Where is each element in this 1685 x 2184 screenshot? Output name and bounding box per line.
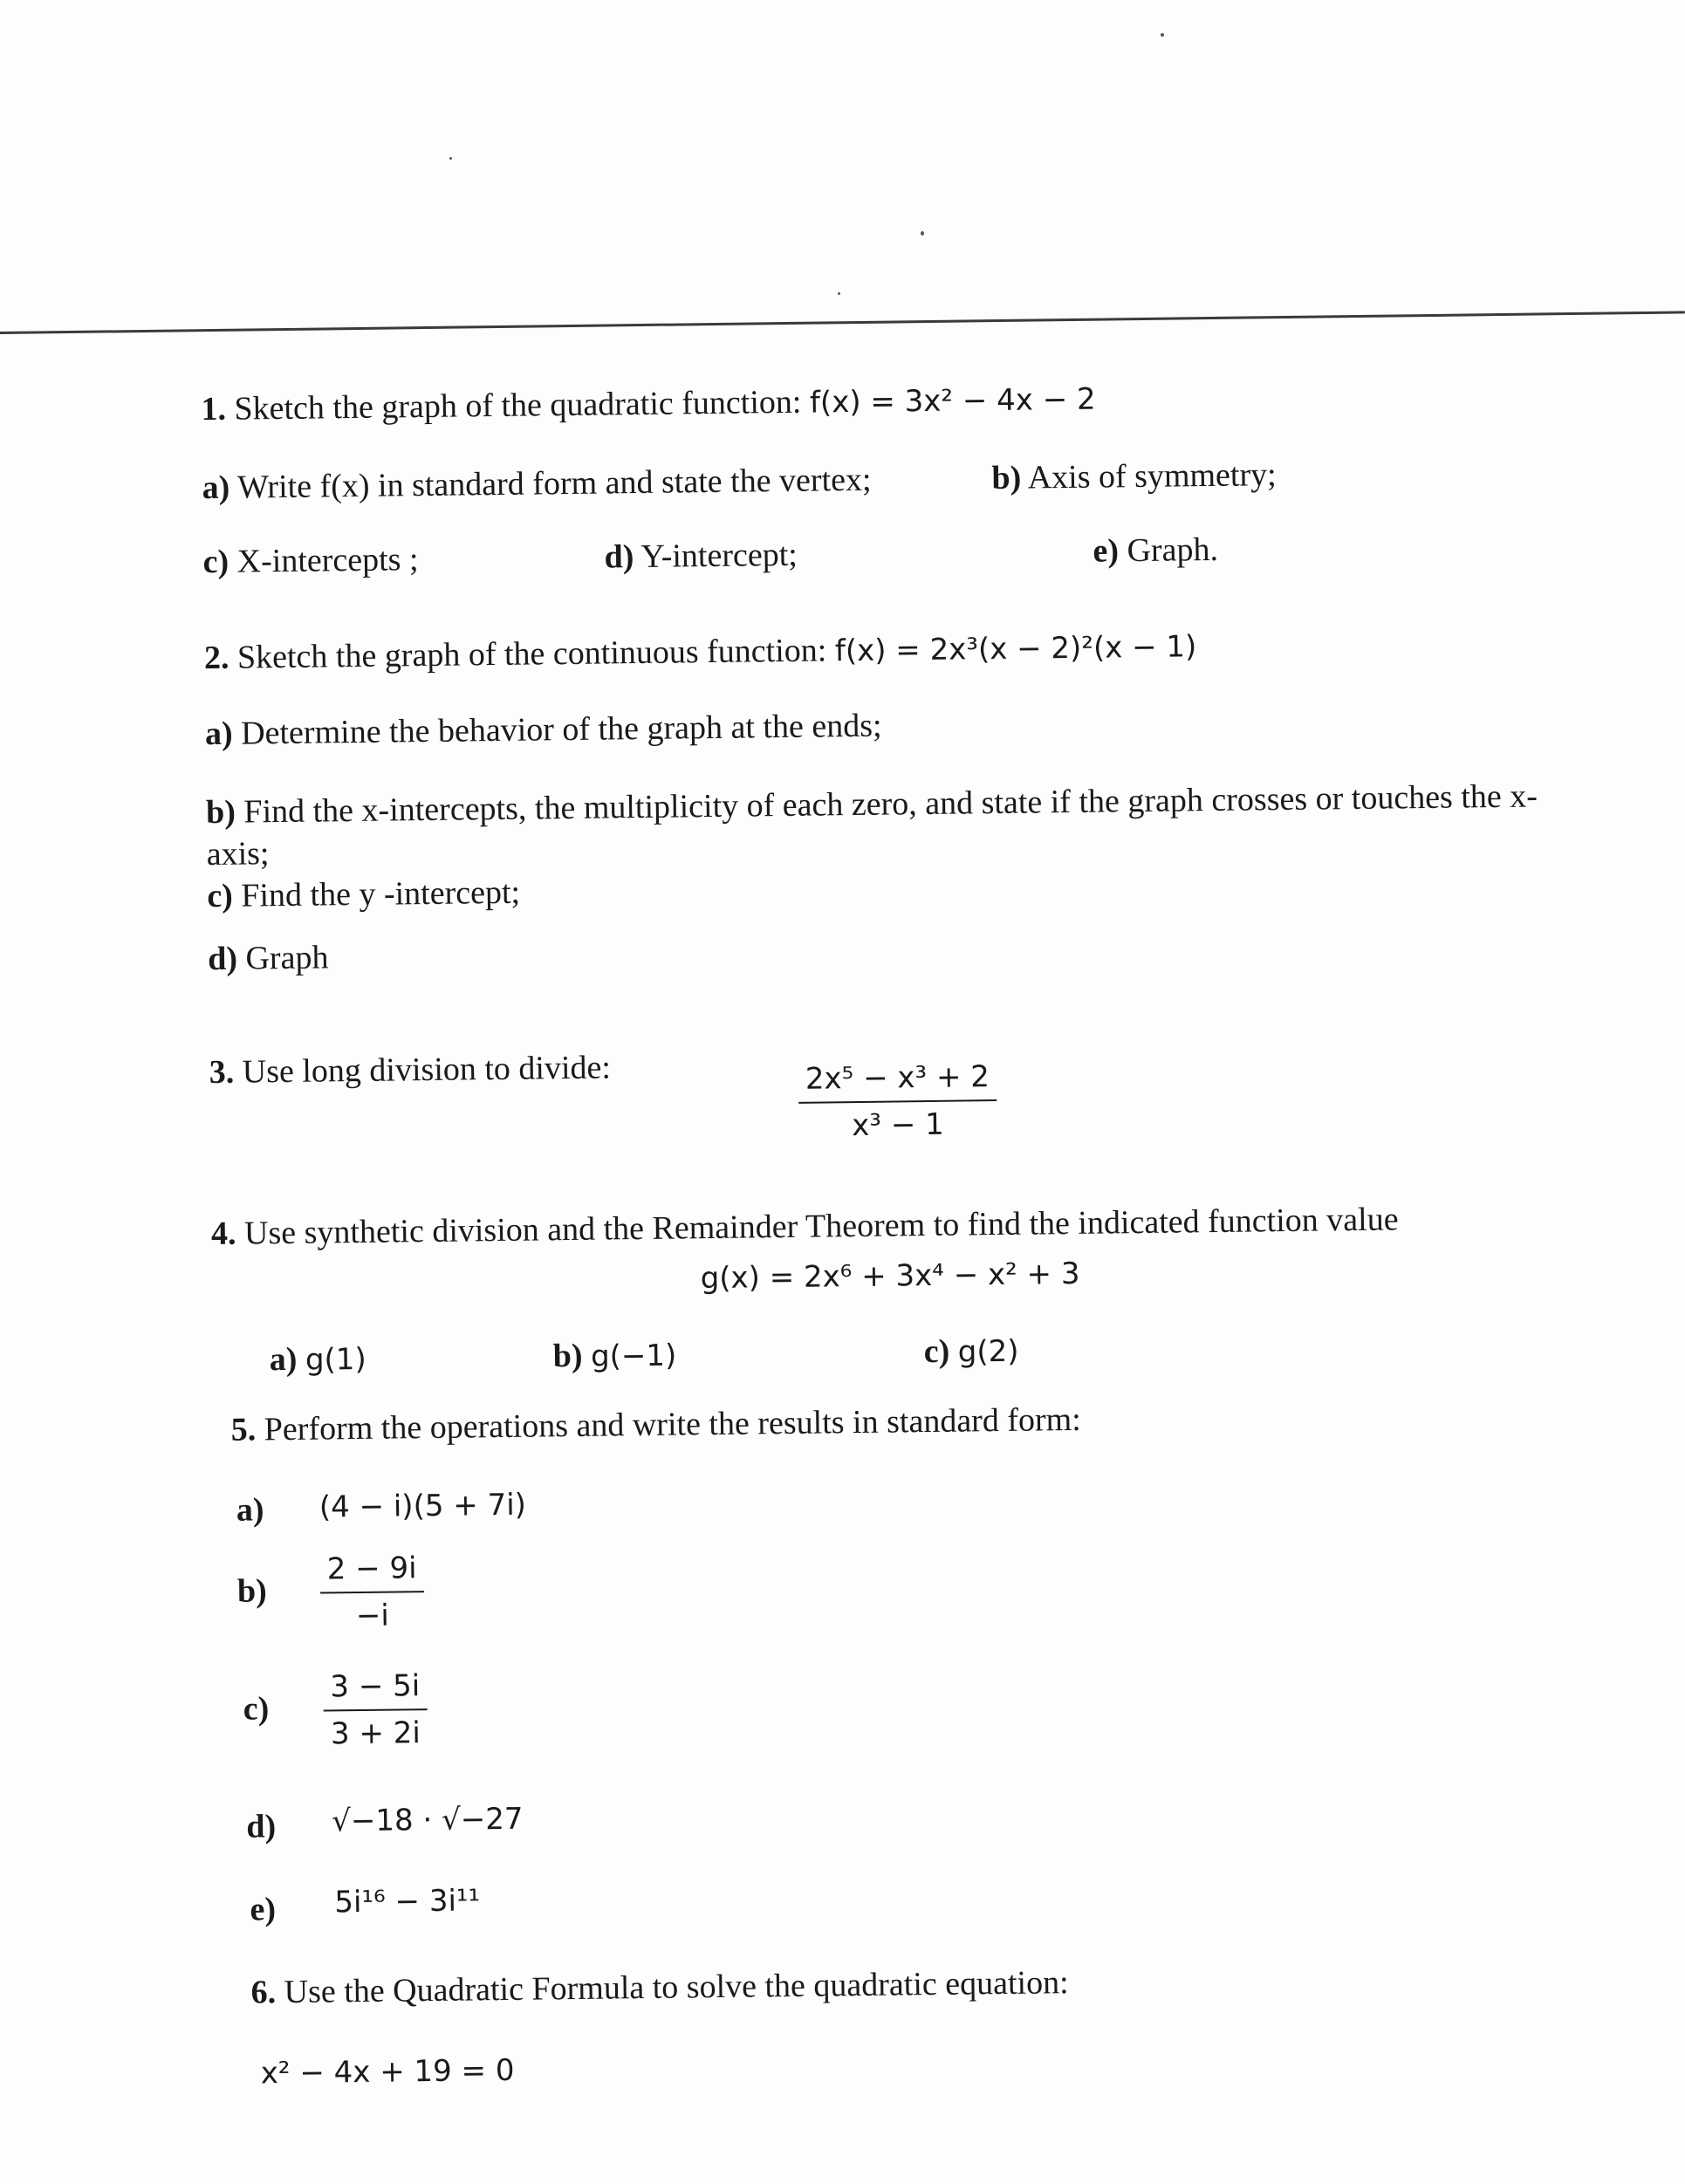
q5-b-denominator: −i [355, 1598, 390, 1634]
q2-part-b [205, 777, 1538, 832]
q5-c-label: c) [243, 1690, 270, 1728]
q5-prompt [230, 1400, 1081, 1448]
q2-a-label: a) [204, 715, 233, 753]
q4-c-label: c) [923, 1332, 950, 1371]
q6-text: Use the Quadratic Formula to solve the quadratic equation: [284, 1964, 1069, 2011]
q6-prompt [250, 1966, 1068, 2009]
q4-a-expr: g(1) [305, 1341, 366, 1378]
q3-numerator: 2x⁵ − x³ + 2 [798, 1059, 997, 1104]
q2-part-d [208, 941, 329, 976]
q2-part-c [207, 873, 521, 915]
q4-part-b [553, 1338, 677, 1373]
q5-c-numerator: 3 − 5i [323, 1668, 427, 1711]
q5-c-fraction [323, 1668, 428, 1751]
q5-d-expr: √−18 · √−27 [332, 1801, 524, 1839]
q2-part-b-continued: axis; [206, 835, 270, 873]
q1-part-a [202, 461, 872, 507]
q5-b-label: b) [236, 1572, 268, 1610]
q2-function: f(x) = 2x³(x − 2)²(x − 1) [834, 629, 1197, 669]
q4-part-c [923, 1332, 1019, 1371]
q4-prompt [210, 1201, 1399, 1253]
q3-prompt [209, 1049, 612, 1092]
q1-part-d [604, 538, 798, 574]
q1-part-c [202, 543, 418, 579]
q2-b-text: Find the x-intercepts, the multiplicity of each zero, and state if the graph crosses or touches the x- [243, 777, 1538, 831]
q2-part-a [204, 707, 882, 753]
q2-c-text: Find the y -intercept; [241, 873, 521, 914]
q1-c-text: X-intercepts ; [236, 541, 419, 580]
q5-b-numerator: 2 − 9i [319, 1551, 423, 1593]
q6-number: 6. [250, 1974, 277, 2011]
q2-number: 2. [203, 639, 229, 677]
q1-c-label: c) [202, 543, 229, 581]
q2-text: Sketch the graph of the continuous function: [236, 632, 827, 676]
q4-text: Use synthetic division and the Remainder Theorem to find the indicated function value [243, 1201, 1399, 1252]
q5-e-label: e) [250, 1891, 277, 1928]
q4-part-a [269, 1340, 366, 1379]
q5-a-expr: (4 − i)(5 + 7i) [319, 1487, 527, 1525]
q5-d-label: d) [246, 1808, 277, 1845]
q1-e-text: Graph. [1127, 531, 1219, 570]
q1-part-b [991, 458, 1277, 495]
q4-b-expr: g(−1) [590, 1338, 677, 1374]
q1-a-label: a) [202, 469, 230, 507]
q6-equation: x² − 4x + 19 = 0 [260, 2052, 515, 2092]
q3-fraction [798, 1059, 997, 1144]
q3-number: 3. [209, 1053, 235, 1092]
q2-c-label: c) [207, 877, 234, 915]
q1-number: 1. [201, 390, 227, 428]
q4-a-label: a) [269, 1340, 298, 1379]
q5-c-denominator: 3 + 2i [330, 1715, 421, 1752]
q5-e-expr: 5i¹⁶ − 3i¹¹ [334, 1883, 481, 1920]
q5-a-label: a) [236, 1491, 264, 1529]
q5-b-fraction [319, 1551, 424, 1633]
q1-e-label: e) [1093, 532, 1120, 570]
q5-number: 5. [230, 1411, 257, 1448]
q4-c-expr: g(2) [957, 1333, 1019, 1370]
q2-d-label: d) [207, 940, 238, 978]
q2-b-label: b) [205, 793, 236, 832]
q4-function: g(x) = 2x⁶ + 3x⁴ − x² + 3 [700, 1256, 1080, 1297]
q4-number: 4. [210, 1215, 236, 1253]
q3-text: Use long division to divide: [242, 1049, 612, 1091]
q1-b-text: Axis of symmetry; [1027, 456, 1277, 496]
q3-denominator: x³ − 1 [852, 1106, 945, 1144]
q4-b-label: b) [552, 1337, 583, 1375]
q2-prompt [203, 629, 1197, 677]
q1-b-label: b) [991, 459, 1022, 497]
q1-d-label: d) [604, 538, 634, 576]
q1-function: f(x) = 3x² − 4x − 2 [809, 381, 1096, 421]
q5-text: Perform the operations and write the results in standard form: [264, 1400, 1081, 1448]
q1-part-e [1093, 533, 1218, 568]
q1-prompt [201, 382, 1096, 427]
q2-a-text: Determine the behavior of the graph at the ends; [240, 707, 882, 752]
q2-d-text: Graph [245, 939, 329, 977]
q1-d-text: Y-intercept; [640, 536, 798, 575]
q1-a-text: Write f(x) in standard form and state the vertex; [236, 461, 872, 506]
q1-text: Sketch the graph of the quadratic function: [234, 383, 802, 428]
